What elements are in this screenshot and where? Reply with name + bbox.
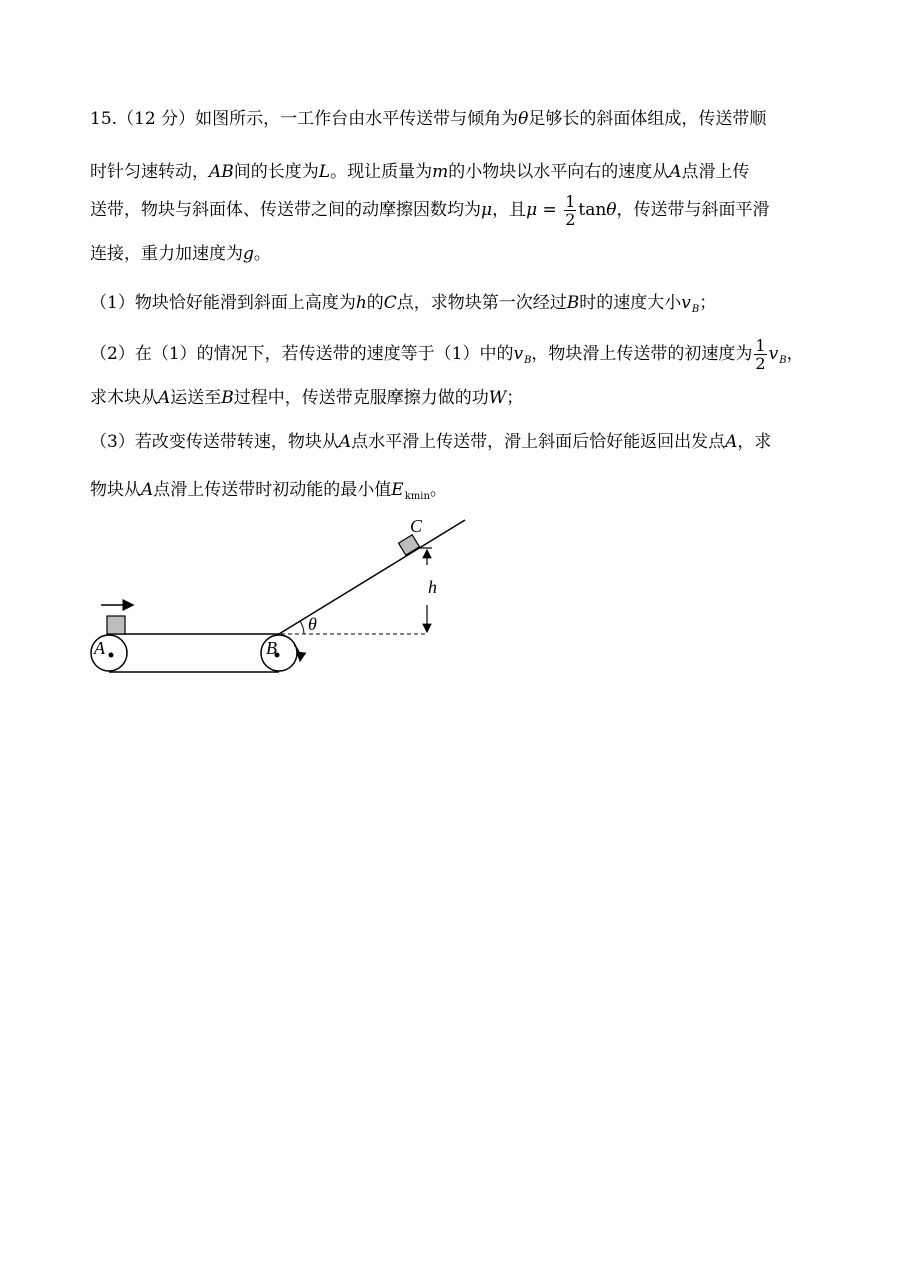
incline-line (279, 520, 465, 634)
text: ，求 (737, 432, 772, 452)
var-w: W (488, 388, 507, 408)
text: 点滑上传送带时初动能的最小值 (153, 480, 392, 500)
text: ， (786, 344, 804, 364)
var-l: L (318, 162, 331, 182)
text: 间的长度为 (233, 162, 319, 182)
text: 。 (253, 244, 271, 264)
theta-symbol: θ (606, 200, 617, 220)
text: 15.（12 分）如图所示，一工作台由水平传送带与倾角为 (90, 109, 519, 129)
var-v: v (768, 344, 779, 364)
text: ，且 (492, 200, 527, 220)
text: ； (506, 388, 524, 408)
subscript-b: B (691, 304, 700, 315)
fraction-numerator: 1 (565, 192, 576, 211)
text: （1）物块恰好能滑到斜面上高度为 (90, 293, 356, 313)
label-a: A (94, 638, 105, 658)
problem-line-4 (90, 242, 271, 266)
var-e: E (391, 480, 404, 500)
fraction-denominator: 2 (565, 210, 576, 229)
var-m: m (432, 162, 449, 182)
fraction-half (564, 193, 576, 228)
text: 的 (366, 293, 384, 313)
label-theta: θ (308, 614, 317, 634)
subscript-b: B (779, 355, 787, 366)
var-h: h (355, 293, 367, 313)
conveyor-incline-figure (80, 505, 500, 685)
var-a: A (725, 432, 738, 452)
axle-a (109, 653, 114, 658)
subscript-kmin: kmin (404, 491, 430, 502)
text: 足够长的斜面体组成，传送带顺 (528, 109, 767, 129)
text: （3）若改变传送带转速，物块从 (90, 432, 339, 452)
text: 过程中，传送带克服摩擦力做的功 (233, 388, 489, 408)
var-v: v (513, 344, 524, 364)
mu-symbol: μ (481, 200, 493, 220)
text: 点，求物块第一次经过 (396, 293, 567, 313)
var-a: A (669, 162, 682, 182)
text: 物块从 (90, 480, 141, 500)
label-h: h (428, 577, 437, 597)
text: ，传送带与斜面平滑 (616, 200, 770, 220)
fraction-half (754, 337, 766, 372)
text: 的小物块以水平向右的速度从 (448, 162, 670, 182)
mu-symbol: μ (526, 200, 538, 220)
fraction-numerator: 1 (755, 336, 766, 355)
var-v: v (681, 293, 691, 313)
var-g: g (243, 244, 254, 264)
text: ，物块滑上传送带的初速度为 (531, 344, 753, 364)
var-a: A (141, 480, 154, 500)
text: ； (699, 293, 717, 313)
text: 点水平滑上传送带，滑上斜面后恰好能返回出发点 (351, 432, 726, 452)
problem-line-1 (90, 107, 766, 131)
text: 点滑上传 (681, 162, 750, 182)
var-a: A (338, 432, 352, 452)
theta-symbol: θ (518, 109, 529, 129)
text: 求木块从 (90, 388, 158, 408)
question-3-line-1 (90, 430, 771, 454)
text: = (537, 200, 563, 220)
block-on-belt (107, 616, 125, 634)
fraction-denominator: 2 (755, 354, 766, 373)
label-c: C (410, 516, 423, 536)
label-b: B (266, 638, 277, 658)
var-b: B (566, 293, 580, 313)
var-a: A (158, 388, 171, 408)
question-2-line-2 (90, 386, 523, 410)
question-1 (90, 291, 716, 322)
var-c: C (383, 293, 397, 313)
problem-line-2 (90, 160, 749, 184)
angle-arc (300, 621, 304, 634)
block-on-incline (399, 535, 420, 555)
text: 送带，物块与斜面体、传送带之间的动摩擦因数均为 (90, 200, 481, 220)
problem-line-3 (90, 192, 770, 228)
subscript-b: B (524, 355, 532, 366)
text: 连接，重力加速度为 (90, 244, 243, 264)
text: 。现让质量为 (330, 162, 433, 182)
text: 运送至 (170, 388, 222, 408)
var-ab: AB (209, 162, 234, 182)
text: （2）在（1）的情况下，若传送带的速度等于（1）中的 (90, 344, 514, 364)
question-2-line-1 (90, 336, 804, 379)
text: 。 (429, 480, 447, 500)
tan-function: tan (578, 200, 607, 220)
text: 时针匀速转动， (90, 162, 209, 182)
text: 时的速度大小 (579, 293, 682, 313)
var-b: B (221, 388, 234, 408)
